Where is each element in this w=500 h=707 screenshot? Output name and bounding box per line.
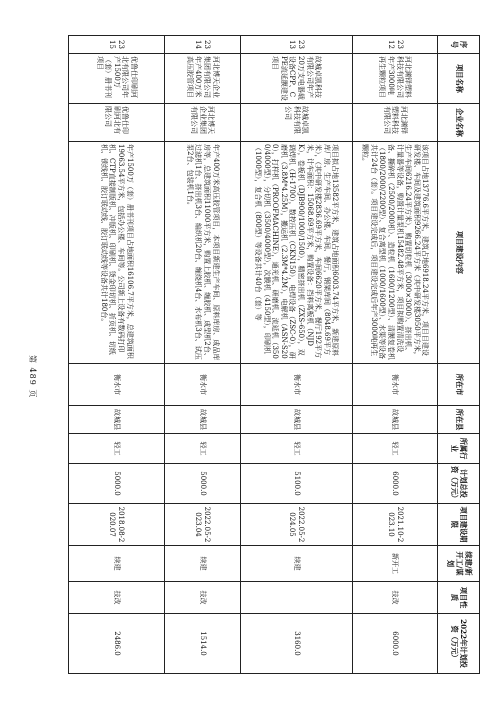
- header-cell: 计划总投资（万元）: [438, 464, 480, 504]
- row-number: 2314: [165, 36, 241, 54]
- city: 衡水市: [241, 364, 353, 406]
- header-cell: 项目性质: [438, 582, 480, 614]
- project-nature: 技改: [165, 582, 241, 614]
- header-cell: 项目名称: [438, 54, 480, 104]
- header-cell: 项目建设内容: [438, 142, 480, 364]
- header-cell: 所在县: [438, 406, 480, 434]
- project-status: 续建: [165, 546, 241, 582]
- project-nature: 技改: [353, 582, 438, 614]
- total-investment: 5100.0: [241, 464, 353, 504]
- industry: 轻工: [353, 434, 438, 464]
- row-number: 2315: [69, 36, 165, 54]
- page-number: 第 489 页: [28, 355, 37, 399]
- header-cell: 所在市: [438, 364, 480, 406]
- header-cell: 项目建设期限: [438, 504, 480, 546]
- project-content: 该项目占地13776.6平方米，建筑占地6918.24平方米，项目目建设研发楼、车间及建筑面积9266.24平方米（其中研发楼3050平方米，生产车间6216.24平方米），购置切粒机（3000×3000）、挤出机、计量器等设备，购置计量泵机15482.48平方米，项目拟购置清洗设备、撕碎机（2500/2000机）、造粒机（1600/1200型）、清膜复卷机（1800/2000/2200型）、复合离型机（1000/1600型）、水渠等设备共计24台（套）。项目建设完成后，项目建设完成后年产3000吨再生颗粒。: [353, 142, 438, 364]
- project-status: 续建: [241, 546, 353, 582]
- project-nature: 技改: [69, 582, 165, 614]
- header-cell: 序号: [438, 36, 480, 54]
- total-investment: 5000.0: [165, 464, 241, 504]
- project-name: 故城卓凯科技有限公司年产20万支电器载设备CPP、CPE流延膜建设项目: [241, 54, 353, 104]
- project-name: 河北渊铎塑料科技有限公司年产3000吨再生颗粒项目: [353, 54, 438, 104]
- plan-2022-investment: 6000.0: [353, 614, 438, 674]
- total-investment: 5000.0: [69, 464, 165, 504]
- header-row: [438, 36, 480, 674]
- project-content: 项目拟占地13582平方米，建筑占地面积6003.74平方米，新建原料库厂房、生产车间、办公楼、车间、餐厅，钢架库间（8048.69平方米），（其中研发楼2836.69平方米，车间6620平方米，餐厅192平方米，计车面积：15068.69平方米，购置设备：挡料离板机（NJDK），卷板机（DJB900/1000/1500），精密挤出机（ZXS-650），双调焊机（H-1700），数控压机（CKN150），电焊设备（ZSC-0），研磨机（3.8M*4.25M），搬运机（2.3M*4.2M），电解机（ASN-S200），打样机（PROOFMACHINE），通光机、研磨机、流延机（3500/4000型），分切机（3500/4000型），次膜机（4150型），印刷机（1000型），复合机（800型）等设备共计40台（套）等: [241, 142, 353, 364]
- company-name: 河北博天企业集团有限公司: [165, 104, 241, 142]
- project-name: 优鲁仕印刷河北有限公司年产1500万（套）册书刊项目: [69, 54, 165, 104]
- city: 衡水市: [69, 364, 165, 406]
- row-number: 2313: [241, 36, 353, 54]
- project-content: 年产400万米高压胶管项目，本项目新建生产车间、原料库房、成品库房等，总建筑面积11000平方米，购置上胶机、缠胶机、成型机2台、过滤机1台、挤出机3台、编织机20台、缠绕机4台、水布机3台、试压泵2台、包装机1台。: [165, 142, 241, 364]
- plan-2022-investment: 1514.0: [165, 614, 241, 674]
- plan-2022-investment: 2486.0: [69, 614, 165, 674]
- city: 衡水市: [165, 364, 241, 406]
- city: 衡水市: [353, 364, 438, 406]
- construction-period: 2021.10-2023.10: [353, 504, 438, 546]
- table-row: [69, 36, 165, 674]
- header-cell: 续建/新开工/谋划: [438, 546, 480, 582]
- table-row: [165, 36, 241, 674]
- county: 故城县: [165, 406, 241, 434]
- project-status: 续建: [69, 546, 165, 582]
- table-row: [353, 36, 438, 674]
- industry: 轻工: [165, 434, 241, 464]
- header-cell: 所属行业: [438, 434, 480, 464]
- construction-period: 2022.05-2023.04: [165, 504, 241, 546]
- header-cell: 2022年计划投资（万元）: [438, 614, 480, 674]
- project-nature: [241, 582, 353, 614]
- construction-period: 2018.08-2020.07: [69, 504, 165, 546]
- industry: 轻工: [241, 434, 353, 464]
- county: 故城县: [241, 406, 353, 434]
- project-name: 河北博天企业集团有限公司年产400万米高压胶管项目: [165, 54, 241, 104]
- county: 故城县: [69, 406, 165, 434]
- company-name: 优鲁仕印刷河北有限公司: [69, 104, 165, 142]
- county: 故城县: [353, 406, 438, 434]
- company-name: 故城卓凯科技有限公司: [241, 104, 353, 142]
- table-row: [241, 36, 353, 674]
- construction-period: 2022.05-2024.05: [241, 504, 353, 546]
- row-number: 2312: [353, 36, 438, 54]
- total-investment: 6000.0: [353, 464, 438, 504]
- plan-2022-investment: 3160.0: [241, 614, 353, 674]
- project-content: 年产1500万（套）册书刊项目占地面积16106.7平方米，总建筑面积19063.54平方米，包括办公楼、车间等。公司新上设备有数码打印机、CTP直接制版机、冲版机、印刷机、烫金印切机、折页机、切纸机、锁线机、胶订联动线、胶订联动线等设备共计180台。: [69, 142, 165, 364]
- project-table: [68, 35, 480, 674]
- company-name: 河北渊铎塑料科技有限公司: [353, 104, 438, 142]
- header-cell: 企业名称: [438, 104, 480, 142]
- industry: 轻工: [69, 434, 165, 464]
- project-status: 新开工: [353, 546, 438, 582]
